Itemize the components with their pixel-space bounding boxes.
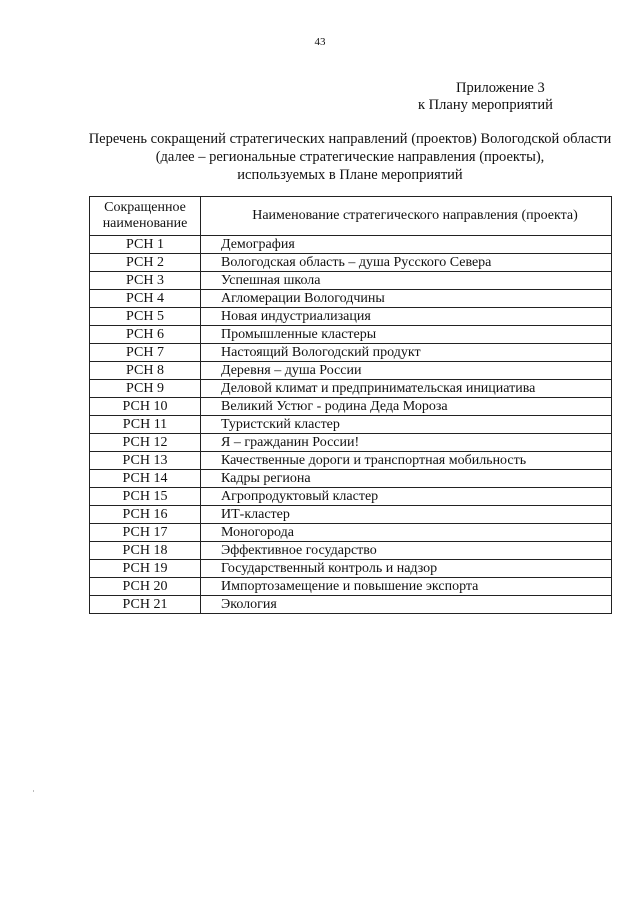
cell-code: РСН 19 bbox=[90, 560, 201, 578]
cell-name: Агломерации Вологодчины bbox=[201, 290, 612, 308]
scan-mark bbox=[33, 790, 34, 792]
page-number: 43 bbox=[314, 36, 326, 48]
table-row bbox=[90, 452, 612, 470]
cell-name: Импортозамещение и повышение экспорта bbox=[201, 578, 612, 596]
cell-code: РСН 11 bbox=[90, 416, 201, 434]
cell-name: Промышленные кластеры bbox=[201, 326, 612, 344]
header-direction-name: Наименование стратегического направления (проекта) bbox=[201, 197, 612, 236]
table-row bbox=[90, 290, 612, 308]
cell-name: Кадры региона bbox=[201, 470, 612, 488]
table-row bbox=[90, 272, 612, 290]
cell-name: Экология bbox=[201, 596, 612, 614]
cell-code: РСН 10 bbox=[90, 398, 201, 416]
cell-code: РСН 3 bbox=[90, 272, 201, 290]
cell-name: Моногорода bbox=[201, 524, 612, 542]
table-row bbox=[90, 416, 612, 434]
cell-code: РСН 9 bbox=[90, 380, 201, 398]
cell-name: Агропродуктовый кластер bbox=[201, 488, 612, 506]
cell-code: РСН 17 bbox=[90, 524, 201, 542]
table-row bbox=[90, 488, 612, 506]
table-row bbox=[90, 398, 612, 416]
table-row bbox=[90, 380, 612, 398]
table-row bbox=[90, 578, 612, 596]
cell-code: РСН 7 bbox=[90, 344, 201, 362]
cell-name: ИТ-кластер bbox=[201, 506, 612, 524]
table-header-row bbox=[90, 197, 612, 236]
cell-name: Государственный контроль и надзор bbox=[201, 560, 612, 578]
abbreviations-table bbox=[89, 196, 612, 614]
cell-name: Демография bbox=[201, 236, 612, 254]
cell-code: РСН 2 bbox=[90, 254, 201, 272]
cell-name: Деревня – душа России bbox=[201, 362, 612, 380]
cell-code: РСН 1 bbox=[90, 236, 201, 254]
heading-line-1: Перечень сокращений стратегических направлений (проектов) Вологодской области bbox=[88, 131, 612, 147]
table-row bbox=[90, 542, 612, 560]
appendix-title: Приложение 3 bbox=[456, 80, 545, 96]
table-row bbox=[90, 326, 612, 344]
table-row bbox=[90, 236, 612, 254]
cell-name: Эффективное государство bbox=[201, 542, 612, 560]
cell-code: РСН 13 bbox=[90, 452, 201, 470]
table-row bbox=[90, 344, 612, 362]
table-row bbox=[90, 596, 612, 614]
document-heading bbox=[70, 130, 630, 184]
table-row bbox=[90, 560, 612, 578]
cell-name: Я – гражданин России! bbox=[201, 434, 612, 452]
cell-name: Настоящий Вологодский продукт bbox=[201, 344, 612, 362]
cell-name: Деловой климат и предпринимательская инициатива bbox=[201, 380, 612, 398]
cell-code: РСН 20 bbox=[90, 578, 201, 596]
cell-name: Качественные дороги и транспортная мобильность bbox=[201, 452, 612, 470]
table-row bbox=[90, 308, 612, 326]
cell-code: РСН 15 bbox=[90, 488, 201, 506]
table-row bbox=[90, 506, 612, 524]
appendix-label bbox=[418, 80, 618, 114]
table-row bbox=[90, 362, 612, 380]
cell-name: Великий Устюг - родина Деда Мороза bbox=[201, 398, 612, 416]
table-row bbox=[90, 524, 612, 542]
cell-name: Вологодская область – душа Русского Севера bbox=[201, 254, 612, 272]
appendix-subtitle: к Плану мероприятий bbox=[418, 97, 553, 113]
cell-code: РСН 12 bbox=[90, 434, 201, 452]
cell-code: РСН 21 bbox=[90, 596, 201, 614]
heading-line-2: (далее – региональные стратегические направления (проекты), bbox=[155, 149, 545, 165]
cell-code: РСН 6 bbox=[90, 326, 201, 344]
cell-code: РСН 18 bbox=[90, 542, 201, 560]
cell-code: РСН 5 bbox=[90, 308, 201, 326]
cell-code: РСН 8 bbox=[90, 362, 201, 380]
cell-code: РСН 14 bbox=[90, 470, 201, 488]
cell-name: Успешная школа bbox=[201, 272, 612, 290]
table-row bbox=[90, 470, 612, 488]
heading-line-3: используемых в Плане мероприятий bbox=[237, 167, 463, 183]
cell-code: РСН 4 bbox=[90, 290, 201, 308]
table-row bbox=[90, 434, 612, 452]
header-abbreviation: Сокращенное наименование bbox=[90, 197, 201, 236]
table-row bbox=[90, 254, 612, 272]
cell-code: РСН 16 bbox=[90, 506, 201, 524]
cell-name: Туристский кластер bbox=[201, 416, 612, 434]
cell-name: Новая индустриализация bbox=[201, 308, 612, 326]
